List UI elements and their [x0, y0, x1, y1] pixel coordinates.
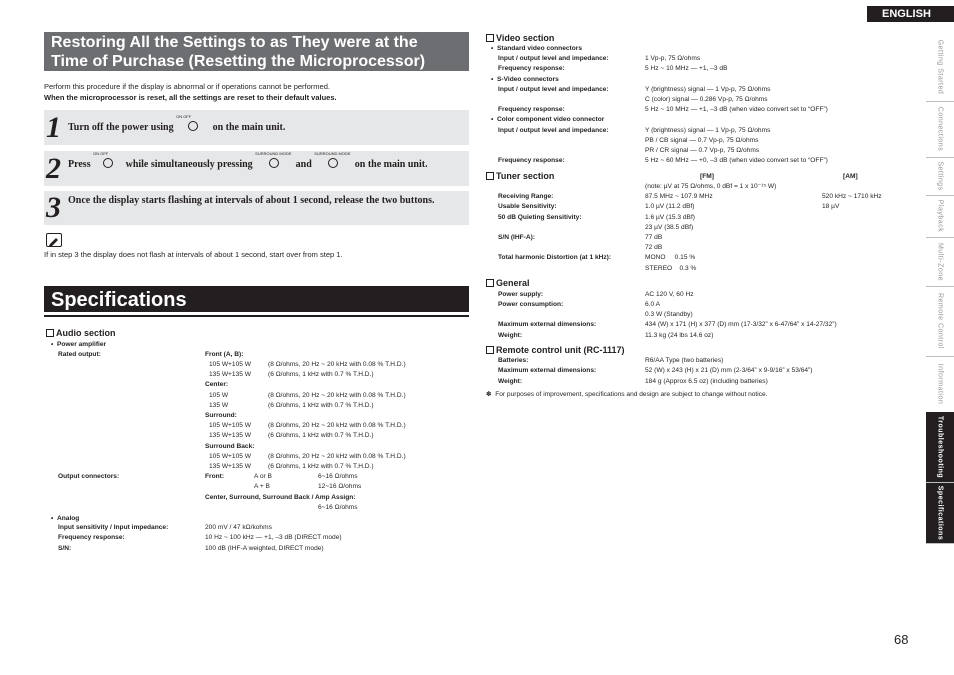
surround-icon-label: SURROUND MODE [255, 151, 292, 156]
remote-section-heading [486, 345, 625, 355]
side-tab-label: Playback [936, 199, 944, 233]
video-section-heading [486, 33, 554, 43]
checkbox-icon [486, 279, 494, 287]
heading-text: Remote control unit (RC-1117) [496, 345, 625, 355]
center-row-2-cond: (6 Ω/ohms, 1 kHz with 0.7 % T.H.D.) [268, 402, 374, 409]
surround-mode-button-icon [314, 151, 352, 170]
side-tab-label: Connections [936, 106, 944, 152]
step-text-c: and [295, 159, 312, 170]
video-g2-row2-value: 5 Hz ~ 10 MHz — +1, –3 dB (when video convert set to “OFF”) [645, 106, 828, 113]
note-pencil-icon [46, 233, 62, 247]
oc-row-1-value: 6~16 Ω/ohms [318, 473, 358, 480]
remote-row-1-label: Batteries: [498, 357, 529, 364]
video-g2-row1-label: Input / output level and impedance: [498, 86, 609, 93]
surround-row-1-cond: (8 Ω/ohms, 20 Hz ~ 20 kHz with 0.08 % T.H.D.) [268, 422, 406, 429]
side-tab-multi-zone[interactable] [926, 237, 954, 287]
checkbox-icon [46, 329, 54, 337]
remote-row-2-value: 52 (W) x 243 (H) x 21 (D) mm (2-3/64” x 9-9/16” x 53/64”) [645, 367, 813, 374]
surround-back-row-2-cond: (6 Ω/ohms, 1 kHz with 0.7 % T.H.D.) [268, 463, 374, 470]
step-text-b: while simultaneously pressing [125, 159, 253, 170]
side-tab-label: Getting Started [936, 39, 944, 95]
remote-row-3-value: 184 g (Approx 6.5 oz) (including batteries) [645, 378, 768, 385]
surround-row-2-cond: (6 Ω/ohms, 1 kHz with 0.7 % T.H.D.) [268, 432, 374, 439]
analog-row-1-label: Input sensitivity / Input impedance: [58, 524, 169, 531]
heading-text: Tuner section [496, 171, 555, 181]
audio-section-heading [46, 328, 116, 338]
remote-row-2-label: Maximum external dimensions: [498, 367, 597, 374]
oc-assign-value: 6~16 Ω/ohms [318, 504, 358, 511]
surround-back-row-1-value: 105 W+105 W [209, 453, 251, 460]
video-g3-row2-label: Frequency response: [498, 157, 565, 164]
tuner-row-3-fm: 1.6 µV (15.3 dBf) [645, 214, 695, 221]
analog-row-2-value: 10 Hz ~ 100 kHz — +1, –3 dB (DIRECT mode) [205, 534, 342, 541]
side-tab-label: Specifications [936, 485, 944, 541]
center-label: Center: [205, 381, 229, 388]
surround-back-row-2-value: 135 W+135 W [209, 463, 251, 470]
video-g3-row2-value: 5 Hz ~ 60 MHz — +0, –3 dB (when video convert set to “OFF”) [645, 157, 828, 164]
label-text: Color component video connector [496, 116, 605, 123]
tuner-row-4-fm: 23 µV (38.5 dBf) [645, 224, 694, 231]
video-g1-row2-value: 5 Hz ~ 10 MHz — +1, –3 dB [645, 65, 728, 72]
checkbox-icon [486, 34, 494, 42]
tuner-row-2-label: Usable Sensitivity: [498, 203, 557, 210]
step-number: 2 [46, 152, 61, 185]
oc-assign-label: Center, Surround, Surround Back / Amp Assign: [205, 494, 356, 501]
tuner-row-2-fm: 1.0 µV (11.2 dBf) [645, 203, 695, 210]
step-number: 1 [46, 111, 61, 144]
specs-footnote: ✽ For purposes of improvement, specifications and design are subject to change without notice. [486, 391, 768, 398]
step-text-b: on the main unit. [212, 122, 286, 133]
power-icon-label: ON OFF [176, 114, 192, 119]
restore-title-line1: Restoring All the Settings to as They were at the [51, 34, 418, 51]
tuner-row-1-label: Receiving Range: [498, 193, 554, 200]
oc-row-2-mode: A + B [254, 483, 270, 490]
specs-title-banner [44, 286, 469, 312]
video-group-3-name: • Color component video connector [491, 116, 605, 123]
video-g2-row1-value-1: Y (brightness) signal — 1 Vp-p, 75 Ω/ohms [645, 86, 771, 93]
restore-title-line2: Time of Purchase (Resetting the Microprocessor) [51, 53, 426, 70]
tuner-row-6-fm: 72 dB [645, 244, 663, 251]
surround-back-row-1-cond: (8 Ω/ohms, 20 Hz ~ 20 kHz with 0.08 % T.H.D.) [268, 453, 406, 460]
tuner-note: (note: µV at 75 Ω/ohms, 0 dBf = 1 x 10⁻¹⁵ W) [645, 183, 777, 190]
tuner-am-label: [AM] [843, 173, 858, 180]
video-g1-row1-label: Input / output level and impedance: [498, 55, 609, 62]
video-g1-row1-value: 1 Vp-p, 75 Ω/ohms [645, 55, 701, 62]
label-text: Analog [56, 515, 80, 522]
oc-row-2-value: 12~16 Ω/ohms [318, 483, 362, 490]
remote-row-1-value: R6/AA Type (two batteries) [645, 357, 724, 364]
side-tab-getting-started[interactable] [926, 33, 954, 102]
surround-back-label: Surround Back: [205, 443, 255, 450]
general-row-1-label: Power supply: [498, 291, 544, 298]
heading-text: Video section [496, 33, 555, 43]
front-row-1-value: 105 W+105 W [209, 361, 251, 368]
step-text-a: Press [68, 159, 91, 170]
video-g3-row1-label: Input / output level and impedance: [498, 127, 609, 134]
checkbox-icon [486, 346, 494, 354]
side-tab-specifications[interactable] [926, 483, 954, 544]
front-row-2-cond: (6 Ω/ohms, 1 kHz with 0.7 % T.H.D.) [268, 371, 374, 378]
tuner-row-1-fm: 87.5 MHz ~ 107.9 MHz [645, 193, 713, 200]
step-text [68, 151, 428, 170]
tuner-fm-label: [FM] [700, 173, 714, 180]
general-row-2-label: Power consumption: [498, 301, 564, 308]
restore-intro: Perform this procedure if the display is abnormal or if operations cannot be performed. [44, 82, 330, 91]
tuner-row-3-label: 50 dB Quieting Sensitivity: [498, 214, 582, 221]
oc-row-1-mode: A or B [254, 473, 272, 480]
video-g1-row2-label: Frequency response: [498, 65, 565, 72]
video-g3-row1-value-2: PB / CB signal — 0.7 Vp-p, 75 Ω/ohms [645, 137, 759, 144]
step-2 [44, 151, 469, 186]
general-row-1-value: AC 120 V, 60 Hz [645, 291, 694, 298]
general-row-2-value: 6.0 A [645, 301, 661, 308]
tuner-section-heading [486, 171, 554, 181]
general-row-3-value: 0.3 W (Standby) [645, 311, 693, 318]
video-g2-row1-value-2: C (color) signal — 0.286 Vp-p, 75 Ω/ohms [645, 96, 768, 103]
tuner-row-5-label: S/N (IHF-A): [498, 234, 535, 241]
footnote-text: For purposes of improvement, specifications and design are subject to change without notice. [495, 391, 768, 398]
tuner-row-2-am: 18 µV [822, 203, 840, 210]
step-number: 3 [46, 191, 61, 224]
analog-row-2-label: Frequency response: [58, 534, 125, 541]
front-row-2-value: 135 W+135 W [209, 371, 251, 378]
center-row-1-cond: (8 Ω/ohms, 20 Hz ~ 20 kHz with 0.08 % T.H.D.) [268, 392, 406, 399]
page-number: 68 [894, 632, 909, 647]
analog-row-1-value: 200 mV / 47 kΩ/kohms [205, 524, 272, 531]
center-row-2-value: 135 W [209, 402, 229, 409]
front-label: Front (A, B): [205, 351, 244, 358]
oc-front-label: Front: [205, 473, 225, 480]
step-text-a: Turn off the power using [68, 122, 174, 133]
surround-row-2-value: 135 W+135 W [209, 432, 251, 439]
side-tab-playback[interactable] [926, 195, 954, 238]
specs-title: Specifications [51, 289, 187, 311]
specs-title-rule [44, 315, 469, 317]
general-section-heading [486, 278, 530, 288]
video-group-2-name: • S-Video connectors [491, 76, 559, 83]
output-connectors-label: Output connectors: [58, 473, 120, 480]
heading-text: General [496, 278, 530, 288]
label-text: S-Video connectors [496, 76, 559, 83]
label-text: Power amplifier [56, 341, 107, 348]
side-tab-connections[interactable] [926, 101, 954, 158]
power-button-icon [176, 114, 210, 133]
language-label: ENGLISH [882, 8, 931, 20]
video-group-1-name: • Standard video connectors [491, 45, 582, 52]
remote-row-3-label: Weight: [498, 378, 523, 385]
restore-intro-bold: When the microprocessor is reset, all the settings are reset to their default values. [44, 93, 337, 102]
rated-output-label: Rated output: [58, 351, 101, 358]
checkbox-icon [486, 172, 494, 180]
restore-note: If in step 3 the display does not flash at intervals of about 1 second, start over from step 1. [44, 250, 343, 259]
heading-text: Audio section [56, 328, 116, 338]
tuner-row-8-fm: STEREO 0.3 % [645, 265, 697, 272]
side-tab-label: Settings [936, 161, 944, 191]
side-tab-troubleshooting[interactable] [926, 412, 954, 483]
tuner-row-1-am: 520 kHz ~ 1710 kHz [822, 193, 882, 200]
power-icon-label: ON OFF [93, 151, 109, 156]
step-1 [44, 110, 469, 145]
front-row-1-cond: (8 Ω/ohms, 20 Hz ~ 20 kHz with 0.08 % T.H.D.) [268, 361, 406, 368]
side-tab-label: Troubleshooting [936, 415, 944, 479]
side-tab-label: Multi-Zone [936, 242, 944, 281]
side-tab-label: Information [936, 363, 944, 405]
tuner-row-7-fm: MONO 0.15 % [645, 254, 696, 261]
center-row-1-value: 105 W [209, 392, 229, 399]
surround-mode-button-icon [255, 151, 293, 170]
analog-row-3-value: 100 dB (IHF-A weighted, DIRECT mode) [205, 545, 324, 552]
tuner-row-5-fm: 77 dB [645, 234, 663, 241]
surround-icon-label: SURROUND MODE [314, 151, 351, 156]
video-g3-row1-value-3: PR / CR signal — 0.7 Vp-p, 75 Ω/ohms [645, 147, 760, 154]
side-tab-settings[interactable] [926, 157, 954, 196]
tuner-row-7-label: Total harmonic Distortion (at 1 kHz): [498, 254, 612, 261]
surround-row-1-value: 105 W+105 W [209, 422, 251, 429]
restore-title-banner [44, 32, 469, 71]
label-text: Standard video connectors [496, 45, 582, 52]
analog-row-3-label: S/N: [58, 545, 72, 552]
general-row-5-label: Weight: [498, 332, 523, 339]
power-button-icon [93, 151, 123, 170]
side-tab-information[interactable] [926, 356, 954, 413]
step-text: Once the display starts flashing at intervals of about 1 second, release the two buttons. [68, 195, 435, 206]
general-row-4-label: Maximum external dimensions: [498, 321, 597, 328]
general-row-5-value: 11.3 kg (24 lbs 14.6 oz) [645, 332, 714, 339]
general-row-4-value: 434 (W) x 171 (H) x 377 (D) mm (17-3/32” x 6-47/64” x 14-27/32”) [645, 321, 837, 328]
video-g2-row2-label: Frequency response: [498, 106, 565, 113]
analog-label: • Analog [51, 515, 80, 522]
side-tab-label: Remote Control [936, 292, 944, 350]
video-g3-row1-value-1: Y (brightness) signal — 1 Vp-p, 75 Ω/ohms [645, 127, 771, 134]
step-3 [44, 191, 469, 225]
side-tab-remote-control[interactable] [926, 286, 954, 357]
power-amp-label: • Power amplifier [51, 341, 107, 348]
step-text-d: on the main unit. [354, 159, 428, 170]
step-text [68, 114, 286, 133]
surround-label: Surround: [205, 412, 237, 419]
